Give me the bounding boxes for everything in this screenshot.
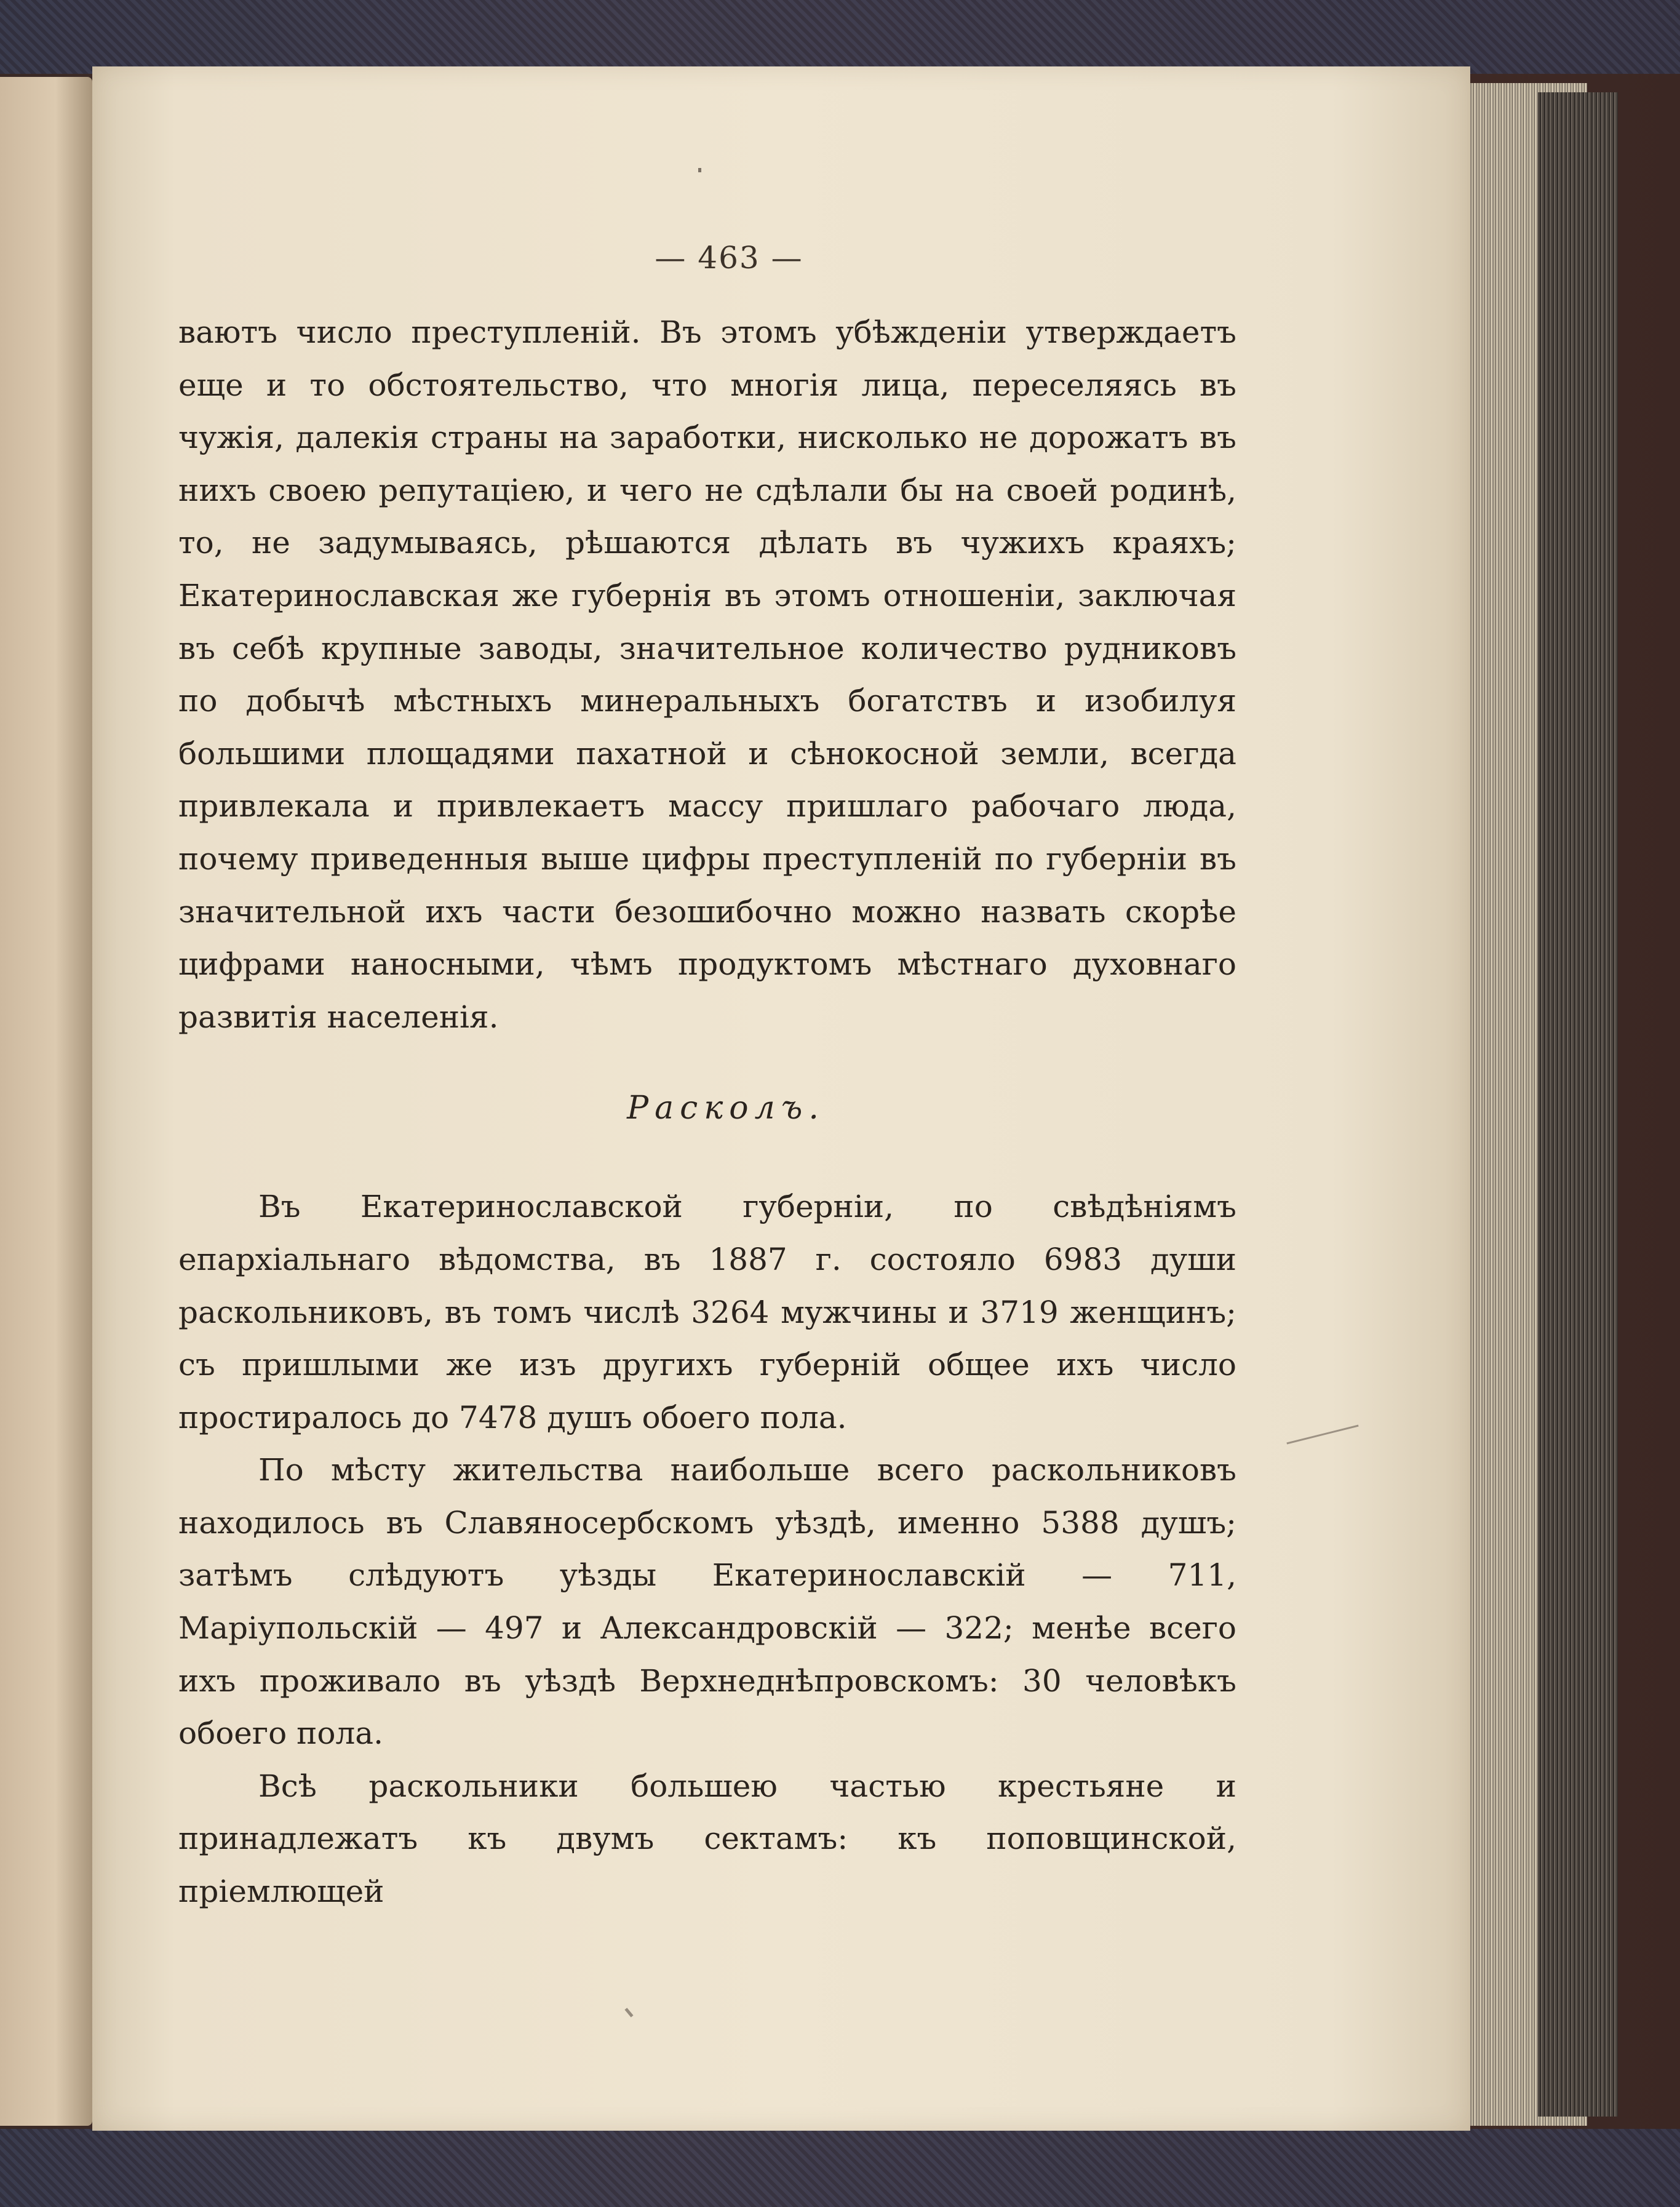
- page-text: [178, 240, 1236, 1918]
- paragraph: ваютъ число преступленій. Въ этомъ убѣжденіи утверждаетъ еще и то обстоятельство, что многія лица, переселяясь въ чужія, далекія страны на заработки, нисколько не дорожатъ въ нихъ своею репутаціею, и чего не сдѣлали бы на своей родинѣ, то, не задумываясь, рѣшаются дѣлать въ чужихъ краяхъ; Екатеринославская же губернія въ этомъ отношеніи, заключая въ себѣ крупные заводы, значительное количество рудниковъ по добычѣ мѣстныхъ минеральныхъ богатствъ и изобилуя большими площадями пахатной и сѣнокосной земли, всегда привлекала и привлекаетъ массу пришлаго рабочаго люда, почему приведенныя выше цифры преступленій по губерніи въ значительной ихъ части безошибочно можно назвать скорѣе цифрами наносными, чѣмъ продуктомъ мѣстнаго духовнаго развитія населенія.: [178, 314, 1236, 1035]
- page-number: — 463 —: [655, 240, 803, 276]
- cloth-background-bottom: [0, 2129, 1680, 2207]
- paragraph: Всѣ раскольники большею частью крестьяне и принадлежатъ къ двумъ сектамъ: къ поповщинской, пріемлющей: [178, 1768, 1236, 1910]
- left-page-edge: [0, 77, 92, 2126]
- page-block-edges-shadow: [1538, 92, 1618, 2117]
- pencil-stroke: [1286, 1425, 1358, 1445]
- ink-speck: [698, 168, 701, 172]
- paragraph: По мѣсту жительства наибольше всего раскольниковъ находилось въ Славяносербскомъ уѣздѣ, именно 5388 душъ; затѣмъ слѣдуютъ уѣзды Екатеринославскій — 711, Маріупольскій — 497 и Александровскій — 322; менѣе всего ихъ проживало въ уѣздѣ Верхнеднѣпровскомъ: 30 человѣкъ обоего пола.: [178, 1452, 1236, 1752]
- section-heading: Расколъ.: [627, 1090, 825, 1127]
- cloth-background-top: [0, 0, 1680, 74]
- ink-speck: [624, 2008, 633, 2017]
- paragraph: Въ Екатеринославской губерніи, по свѣдѣніямъ епархіальнаго вѣдомства, въ 1887 г. состояло 6983 души раскольниковъ, въ томъ числѣ 3264 мужчины и 3719 женщинъ; съ пришлыми же изъ другихъ губерній общее ихъ число простиралось до 7478 душъ обоего пола.: [178, 1189, 1236, 1435]
